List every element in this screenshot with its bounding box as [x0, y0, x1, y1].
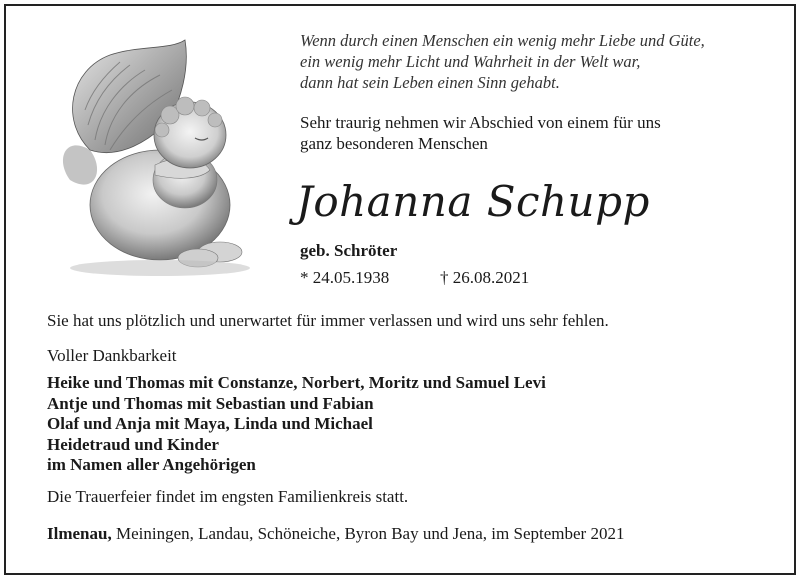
- memorial-quote: [300, 30, 770, 93]
- intro-line-2: ganz besonderen Menschen: [300, 134, 488, 153]
- mourner-line: Heidetraud und Kinder: [47, 434, 219, 454]
- mourners-list: [47, 373, 546, 476]
- deceased-name: Johanna Schupp: [296, 177, 650, 226]
- quote-line: ein wenig mehr Licht und Wahrheit in der Welt war,: [300, 52, 641, 71]
- gratitude-line: Voller Dankbarkeit: [47, 346, 177, 365]
- birth-name: geb. Schröter: [300, 241, 398, 260]
- main-place: Ilmenau,: [47, 524, 112, 543]
- quote-line: dann hat sein Leben einen Sinn gehabt.: [300, 73, 560, 92]
- other-places: Meiningen, Landau, Schöneiche, Byron Bay und Jena, im September 2021: [111, 524, 625, 543]
- mourner-line: Antje und Thomas mit Sebastian und Fabian: [47, 393, 374, 413]
- intro-line-1: Sehr traurig nehmen wir Abschied von einem für uns: [300, 113, 661, 132]
- mourner-line: Heike und Thomas mit Constanze, Norbert, Moritz und Samuel Levi: [47, 373, 546, 392]
- farewell-intro: [300, 112, 760, 154]
- farewell-message: Sie hat uns plötzlich und unerwartet für immer verlassen und wird uns sehr fehlen.: [47, 311, 609, 330]
- death-date: † 26.08.2021: [440, 268, 530, 287]
- mourner-line: Olaf und Anja mit Maya, Linda und Michael: [47, 414, 373, 433]
- mourner-line: im Namen aller Angehörigen: [47, 455, 256, 474]
- birth-date: * 24.05.1938: [300, 268, 390, 287]
- places-and-date: [47, 524, 624, 544]
- angel-figure-icon: [50, 30, 260, 280]
- life-dates: [300, 268, 530, 288]
- quote-line: Wenn durch einen Menschen ein wenig mehr Liebe und Güte,: [300, 31, 705, 50]
- funeral-note: Die Trauerfeier findet im engsten Familienkreis statt.: [47, 487, 409, 506]
